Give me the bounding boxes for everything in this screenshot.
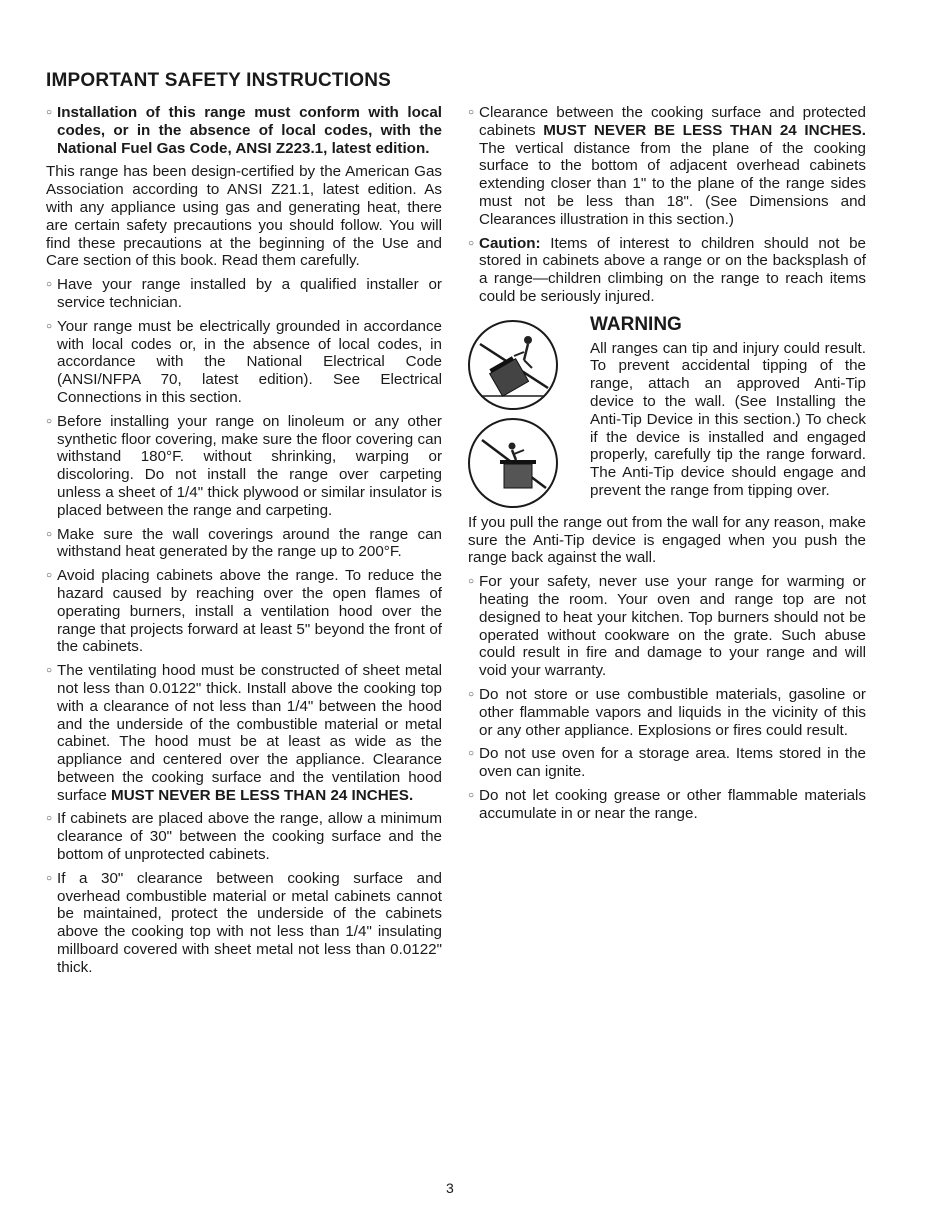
bullet-item	[46, 413, 442, 520]
caution-text: Items of interest to children should not be stored in cabinets above a range or on the backsplash of a range—children climbing on the range to reach items could be seriously injured.	[479, 234, 866, 305]
bullet-text: Before installing your range on linoleum or any other synthetic floor covering, make sure the floor covering can withstand 180°F. without shrinking, warping or discoloring. Do not install the range over carpeting unless a sheet of 1/4" thick plywood or similar insulator is placed between the range and carpeting.	[57, 412, 442, 519]
bullet-item	[46, 567, 442, 656]
child-climbing-range-prohibited-icon	[468, 418, 558, 508]
bullet-item	[46, 870, 442, 977]
bullet-icon: ○	[46, 107, 53, 118]
bullet-icon: ○	[46, 570, 53, 582]
bullet-item	[46, 662, 442, 804]
warning-body	[590, 313, 866, 500]
bullet-text: For your safety, never use your range for warming or heating the room. Your oven and range top are not designed to heat your kitchen. Top burners should not be operated without cookware on the grate. Such abuse could result in fire and damage to your range and will void your warranty.	[479, 573, 866, 680]
bullet-item	[46, 526, 442, 562]
bullet-item	[468, 104, 866, 229]
bullet-bold-text: MUST NEVER BE LESS THAN 24 INCHES.	[111, 786, 414, 804]
child-climbing-drawing	[470, 420, 556, 506]
bullet-icon: ○	[46, 665, 53, 677]
page-title: IMPORTANT SAFETY INSTRUCTIONS	[46, 70, 391, 91]
bullet-icon: ○	[46, 872, 53, 884]
bullet-bold-text: MUST NEVER BE LESS THAN 24 INCHES.	[543, 121, 866, 139]
warning-icons	[468, 320, 568, 516]
bullet-text: Do not use oven for a storage area. Items stored in the oven can ignite.	[479, 745, 866, 781]
bullet-text: Do not let cooking grease or other flammable materials accumulate in or near the range.	[479, 786, 866, 822]
warning-title: WARNING	[590, 313, 682, 335]
intro-paragraph: This range has been design-certified by the American Gas Association according to ANSI Z21.1, latest edition. As with any appliance using gas and generating heat, there are certain safety precautions you should follow. You will find these precautions at the beginning of the Use and Care section of this book. Read them carefully.	[46, 163, 442, 270]
bullet-item	[468, 573, 866, 680]
intro-bold-bullet	[46, 104, 442, 157]
bullet-text: Clearance between the cooking surface and protected cabinets	[479, 104, 866, 139]
bullet-text: Avoid placing cabinets above the range. To reduce the hazard caused by reaching over the open flames of operating burners, install a ventilation hood over the range that projects forward at least 5" beyond the front of the cabinets.	[57, 567, 442, 656]
bullet-text: The ventilating hood must be constructed of sheet metal not less than 0.0122" thick. Install above the cooking top with a clearance of not less than 1/4" between the hood and the underside of the combustible material or metal cabinet. The hood must be at least as wide as the appliance and centered over the appliance. Clearance between the cooking surface and the ventilation hood surface	[57, 662, 442, 804]
bullet-text: Your range must be electrically grounded in accordance with local codes or, in the absence of local codes, in accordance with the National Electrical Code (ANSI/NFPA 70, latest edition). See Electrical Connections in this section.	[57, 317, 442, 406]
page-number: 3	[446, 1180, 454, 1196]
bullet-text: Do not store or use combustible materials, gasoline or other flammable vapors and liquids in the vicinity of this or any other appliance. Explosions or fires could result.	[479, 685, 866, 739]
bullet-text: If a 30" clearance between cooking surface and overhead combustible material or metal cabinets cannot be maintained, protect the underside of the cabinets above the cooking top with not less than 1/4" insulating millboard covered with sheet metal not less than 0.0122" thick.	[57, 869, 442, 976]
bullet-icon: ○	[468, 237, 475, 249]
bullet-icon: ○	[468, 748, 475, 760]
bullet-icon: ○	[46, 279, 53, 291]
bullet-item	[468, 787, 866, 823]
right-column	[468, 104, 866, 829]
bullet-icon: ○	[468, 576, 475, 588]
tipping-range-drawing	[470, 322, 556, 408]
bullet-icon: ○	[468, 789, 475, 801]
bullet-item	[468, 745, 866, 781]
bullet-item	[46, 318, 442, 407]
warning-section	[468, 313, 866, 510]
bullet-icon: ○	[46, 528, 53, 540]
bullet-icon: ○	[46, 415, 53, 427]
bullet-icon: ○	[468, 688, 475, 700]
bullet-text: If cabinets are placed above the range, allow a minimum clearance of 30" between the cooking surface and the bottom of unprotected cabinets.	[57, 810, 442, 864]
bullet-icon: ○	[468, 107, 475, 118]
caution-item	[468, 235, 866, 306]
bullet-item	[46, 276, 442, 312]
tipping-range-prohibited-icon	[468, 320, 558, 410]
bullet-icon: ○	[46, 813, 53, 825]
bullet-item	[46, 810, 442, 863]
left-column	[46, 104, 442, 983]
caution-label: Caution:	[479, 234, 541, 252]
intro-bold-text: Installation of this range must conform with local codes, or in the absence of local codes, with the National Fuel Gas Code, ANSI Z223.1, latest edition.	[57, 104, 442, 157]
warning-text: All ranges can tip and injury could result. To prevent accidental tipping of the range, attach an approved Anti-Tip device to the wall. (See Installing the Anti-Tip Device in this section.) To check if the device is installed and engaged properly, carefully tip the range forward. The Anti-Tip device should engage and prevent the range from tipping over.	[590, 339, 866, 499]
bullet-item	[468, 686, 866, 739]
bullet-text: Have your range installed by a qualified installer or service technician.	[57, 276, 442, 311]
bullet-text: Make sure the wall coverings around the range can withstand heat generated by the range up to 200°F.	[57, 525, 442, 561]
bullet-text: The vertical distance from the plane of the cooking surface to the bottom of adjacent overhead cabinets extending closer than 1" to the plane of the range sides must not be less than 18". (See Dimensions and Clearances illustration in this section.)	[479, 139, 866, 228]
bullet-icon: ○	[46, 320, 53, 332]
warning-continued: If you pull the range out from the wall for any reason, make sure the Anti-Tip device is engaged when you push the range back against the wall.	[468, 513, 866, 567]
